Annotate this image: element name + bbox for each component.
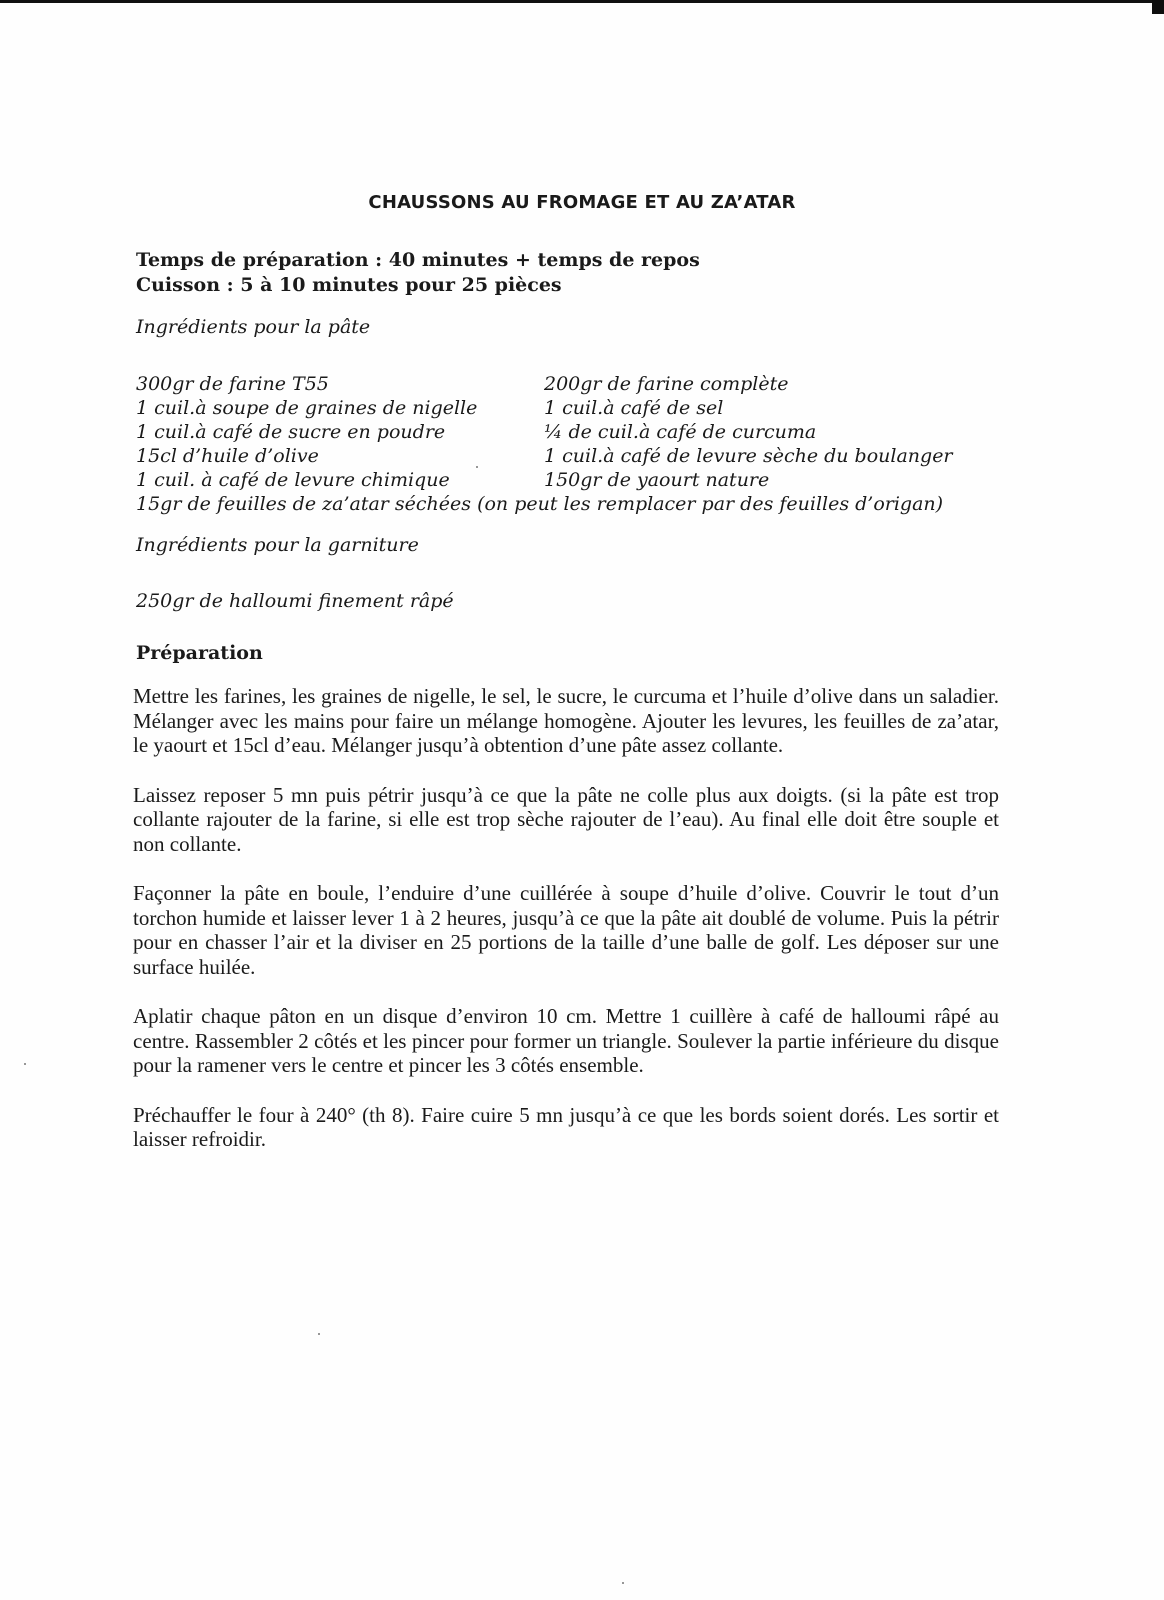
ingredient-item: 15cl d’huile d’olive (136, 445, 319, 467)
ingredient-item-full: 15gr de feuilles de za’atar séchées (on peut les remplacer par des feuilles d’origan) (136, 493, 944, 515)
filling-heading: Ingrédients pour la garniture (136, 534, 419, 556)
ingredient-row (136, 396, 1036, 420)
prep-time: Temps de préparation : 40 minutes + temps de repos (136, 249, 700, 271)
step-paragraph: Préchauffer le four à 240° (th 8). Faire cuire 5 mn jusqu’à ce que les bords soient dorés. Les sortir et laisser refroidir. (133, 1102, 999, 1151)
ingredient-row (136, 420, 1036, 444)
step-paragraph: Mettre les farines, les graines de nigelle, le sel, le sucre, le curcuma et l’huile d’olive dans un saladier. Mélanger avec les mains pour faire un mélange homogène. Ajouter les levures, les feuilles de za’atar, le yaourt et 15cl d’eau. Mélanger jusqu’à obtention d’une pâte assez collante. (133, 684, 999, 757)
dough-heading: Ingrédients pour la pâte (136, 316, 371, 338)
scan-edge-top (0, 0, 1164, 3)
ingredient-item: 1 cuil. à café de levure chimique (136, 469, 450, 491)
ingredient-item: 300gr de farine T55 (136, 373, 329, 395)
ingredient-item: 1 cuil.à soupe de graines de nigelle (136, 397, 478, 419)
ingredient-item: 150gr de yaourt nature (544, 469, 770, 491)
preparation-steps (133, 684, 999, 1177)
scan-speck (24, 1063, 26, 1065)
ingredient-item: ¼ de cuil.à café de curcuma (544, 421, 817, 443)
scan-speck (622, 1582, 624, 1584)
ingredient-row (136, 468, 1036, 492)
preparation-heading: Préparation (136, 642, 263, 664)
ingredient-row (136, 372, 1036, 396)
scan-speck (476, 466, 478, 468)
filling-item: 250gr de halloumi finement râpé (136, 590, 454, 612)
ingredient-item: 1 cuil.à café de levure sèche du boulanger (544, 445, 953, 467)
recipe-title: CHAUSSONS AU FROMAGE ET AU ZA’ATAR (368, 192, 796, 213)
step-paragraph: Laissez reposer 5 mn puis pétrir jusqu’à ce que la pâte ne colle plus aux doigts. (si la pâte est trop collante rajouter de la farine, si elle est trop sèche rajouter de l’eau). Au final elle doit être souple et non collante. (133, 782, 999, 856)
ingredient-item: 1 cuil.à café de sel (544, 397, 724, 419)
scan-edge-corner (1152, 0, 1164, 14)
ingredient-item: 1 cuil.à café de sucre en poudre (136, 421, 446, 443)
step-paragraph: Façonner la pâte en boule, l’enduire d’une cuillérée à soupe d’huile d’olive. Couvrir le tout d’un torchon humide et laisser lever 1 à 2 heures, jusqu’à ce que la pâte ait doublé de volume. Puis la pétrir pour en chasser l’air et la diviser en 25 portions de la taille d’une balle de golf. Les déposer sur une surface huilée. (133, 881, 999, 979)
scan-speck (318, 1333, 320, 1335)
cooking-time: Cuisson : 5 à 10 minutes pour 25 pièces (136, 274, 562, 296)
ingredient-row (136, 444, 1036, 468)
dough-ingredients (136, 372, 1036, 516)
step-paragraph: Aplatir chaque pâton en un disque d’environ 10 cm. Mettre 1 cuillère à café de halloumi râpé au centre. Rassembler 2 côtés et les pincer pour former un triangle. Soulever la partie inférieure du disque pour la ramener vers le centre et pincer les 3 côtés ensemble. (133, 1004, 999, 1077)
recipe-meta (136, 248, 700, 298)
ingredient-item: 200gr de farine complète (544, 373, 789, 395)
